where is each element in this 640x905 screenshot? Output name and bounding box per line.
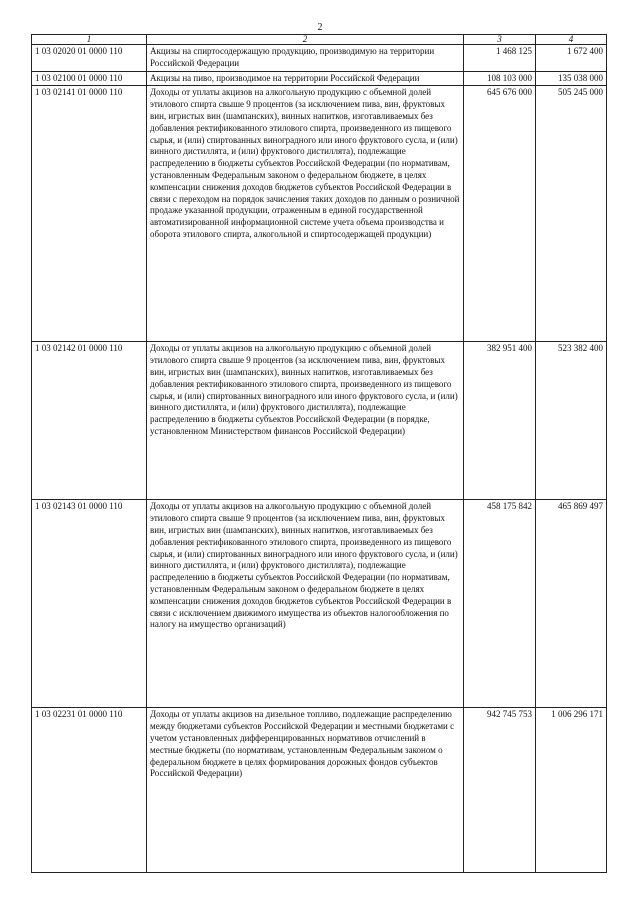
table-row [32,86,607,342]
amount-col4: 523 382 400 [536,342,607,500]
table-row [32,342,607,500]
amount-col3: 645 676 000 [464,86,536,342]
revenue-name: Доходы от уплаты акцизов на алкогольную продукцию с объемной долей этилового спирта свыше 9 процентов (за исключением пива, вин, фруктовых вин, игристых вин (шампанских), винных напитков, изготавливаемых без добавления ректификованного этилового спирта, произведенного из пищевого сырья, и (или) спиртованных виноградного или иного фруктового сусла, и (или) винного дистиллята, и (или) фруктового дистиллята), подлежащие распределению в бюджеты субъектов Российской Федерации (в порядке, установленном Министерством финансов Российской Федерации) [147,342,464,500]
amount-col4: 135 038 000 [536,71,607,86]
amount-col3: 1 468 125 [464,45,536,72]
budget-code: 1 03 02100 01 0000 110 [32,71,147,86]
revenue-name: Доходы от уплаты акцизов на алкогольную продукцию с объемной долей этилового спирта свыше 9 процентов (за исключением пива, вин, фруктовых вин, игристых вин (шампанских), винных напитков, изготавливаемых без добавления ректификованного этилового спирта, произведенного из пищевого сырья, и (или) спиртованных виноградного или иного фруктового сусла, и (или) винного дистиллята, и (или) фруктового дистиллята), подлежащие распределению в бюджеты субъектов Российской Федерации (по нормативам, установленным Федеральным законом о федеральном бюджете, в целях компенсации снижения доходов бюджетов субъектов Российской Федерации в связи с переходом на порядок зачисления таких доходов по данным о розничной продаже указанной продукции, отраженным в единой государственной автоматизированной информационной системе учета объема производства и оборота этилового спирта, алкогольной и спиртосодержащей продукции) [147,86,464,342]
table-row [32,45,607,72]
amount-col4: 1 006 296 171 [536,708,607,873]
revenue-table [31,34,607,873]
table-row [32,708,607,873]
amount-col4: 505 245 000 [536,86,607,342]
table-row [32,71,607,86]
amount-col4: 465 869 497 [536,500,607,708]
budget-code: 1 03 02020 01 0000 110 [32,45,147,72]
column-header-1: 1 [32,35,147,45]
amount-col3: 942 745 753 [464,708,536,873]
amount-col3: 108 103 000 [464,71,536,86]
page-number: 2 [317,22,323,33]
revenue-name: Доходы от уплаты акцизов на дизельное топливо, подлежащие распределению между бюджетами субъектов Российской Федерации и местными бюджетами с учетом установленных дифференцированных нормативов отчислений в местные бюджеты (по нормативам, установленным Федеральным законом о федеральном бюджете в целях формирования дорожных фондов субъектов Российской Федерации) [147,708,464,873]
revenue-name: Доходы от уплаты акцизов на алкогольную продукцию с объемной долей этилового спирта свыше 9 процентов (за исключением пива, вин, фруктовых вин, игристых вин (шампанских), винных напитков, изготавливаемых без добавления ректификованного этилового спирта, произведенного из пищевого сырья, и (или) спиртованных виноградного или иного фруктового сусла, и (или) винного дистиллята, и (или) фруктового дистиллята), подлежащие распределению в бюджеты субъектов Российской Федерации (по нормативам, установленным Федеральным законом о федеральном бюджете в целях компенсации снижения доходов бюджетов субъектов Российской Федерации в связи с исключением движимого имущества из объектов налогообложения по налогу на имущество организаций) [147,500,464,708]
column-header-4: 4 [536,35,607,45]
amount-col3: 458 175 842 [464,500,536,708]
budget-code: 1 03 02143 01 0000 110 [32,500,147,708]
revenue-name: Акцизы на спиртосодержащую продукцию, производимую на территории Российской Федерации [147,45,464,72]
budget-code: 1 03 02231 01 0000 110 [32,708,147,873]
budget-code: 1 03 02141 01 0000 110 [32,86,147,342]
column-header-2: 2 [147,35,464,45]
table-header-row [32,35,607,45]
budget-code: 1 03 02142 01 0000 110 [32,342,147,500]
revenue-name: Акцизы на пиво, производимое на территории Российской Федерации [147,71,464,86]
amount-col4: 1 672 400 [536,45,607,72]
column-header-3: 3 [464,35,536,45]
amount-col3: 382 951 400 [464,342,536,500]
table-row [32,500,607,708]
